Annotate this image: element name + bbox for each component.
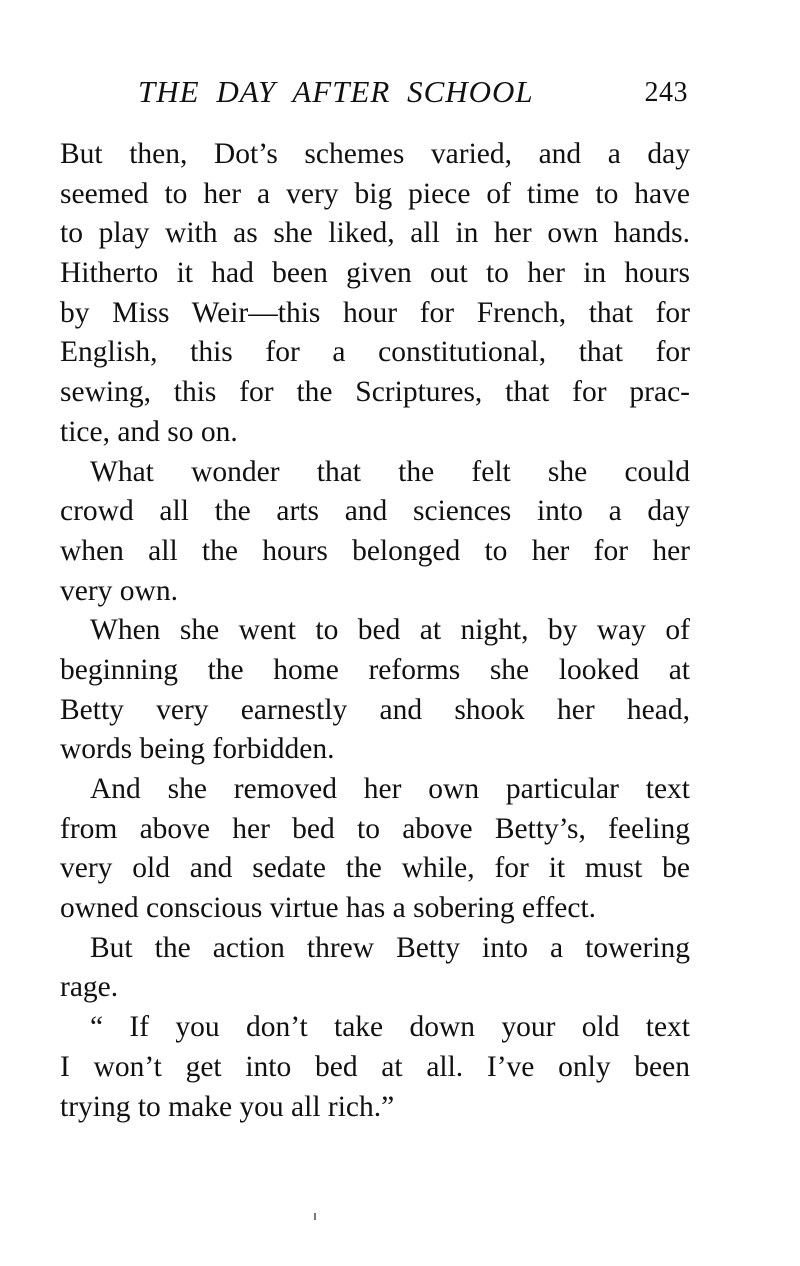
paragraph-first-line: “ If you don’t take down your old text (90, 1011, 690, 1044)
paragraph-first-line: But the action threw Betty into a towering (90, 931, 690, 964)
text-line: I won’t get into bed at all. I’ve only been (60, 1050, 690, 1083)
text-line: to play with as she liked, all in her own hands. (60, 217, 690, 250)
text-line: from above her bed to above Betty’s, feeling (60, 812, 690, 845)
page-number: 243 (644, 77, 688, 108)
text-line: trying to make you all rich.” (60, 1090, 395, 1123)
paragraph-first-line: When she went to bed at night, by way of (90, 614, 690, 647)
text-line: beginning the home reforms she looked at (60, 653, 690, 686)
text-line: very old and sedate the while, for it must be (60, 852, 690, 885)
text-line: tice, and so on. (60, 415, 238, 448)
paragraph-first-line: And she removed her own particular text (90, 773, 690, 805)
text-line: rage. (60, 971, 119, 1004)
text-line: seemed to her a very big piece of time to have (60, 177, 690, 210)
scan-speck (314, 1213, 316, 1220)
text-line: But then, Dot’s schemes varied, and a day (60, 138, 690, 170)
text-line: very own. (60, 574, 178, 607)
running-head (138, 74, 688, 118)
text-line: sewing, this for the Scriptures, that for prac- (60, 376, 690, 409)
text-line: owned conscious virtue has a sobering effect. (60, 892, 597, 925)
text-line: Hitherto it had been given out to her in hours (60, 257, 690, 290)
text-line: crowd all the arts and sciences into a day (60, 495, 690, 528)
paragraph-first-line: What wonder that the felt she could (90, 455, 690, 488)
text-line: by Miss Weir—this hour for French, that for (60, 296, 690, 329)
text-line: words being forbidden. (60, 733, 335, 766)
text-line: English, this for a constitutional, that for (60, 336, 690, 369)
text-line: when all the hours belonged to her for her (60, 534, 690, 567)
text-line: Betty very earnestly and shook her head, (60, 693, 690, 726)
running-title: THE DAY AFTER SCHOOL (138, 74, 534, 109)
body-text (60, 135, 690, 1127)
